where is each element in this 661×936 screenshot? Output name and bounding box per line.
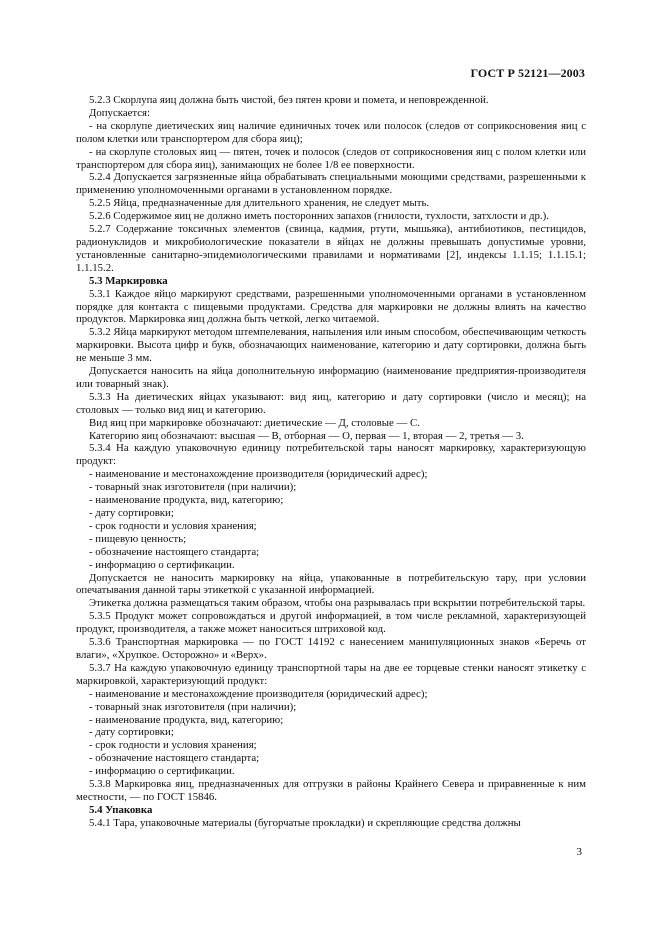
paragraph: - на скорлупе столовых яиц — пятен, точек и полосок (следов от соприкосновения яиц с полом клетки или транспортером для сбора яиц), занимающих не более 1/8 ее поверхности. (76, 145, 586, 171)
document-body (76, 94, 586, 830)
page-number: 3 (576, 846, 582, 858)
paragraph: Допускается не наносить маркировку на яйца, упакованные в потребительскую тару, при условии опечатывания данной тары этикеткой с указанной информацией. (76, 571, 586, 597)
paragraph: - обозначение настоящего стандарта; (89, 752, 260, 765)
paragraph: 5.4.1 Тара, упаковочные материалы (бугорчатые прокладки) и скрепляющие средства должны (89, 816, 521, 829)
paragraph: 5.3.8 Маркировка яиц, предназначенных для отгрузки в районы Крайнего Севера и приравненные к ним местности, — по ГОСТ 15846. (76, 778, 586, 803)
paragraph: 5.2.4 Допускается загрязненные яйца обрабатывать специальными моющими средствами, разрешенными к применению уполномоченными органами в установленном порядке. (76, 171, 586, 197)
paragraph: - информацию о сертификации. (89, 558, 235, 571)
section-heading: 5.3 Маркировка (89, 274, 168, 287)
paragraph: - наименование продукта, вид, категорию; (89, 713, 284, 726)
paragraph: 5.3.5 Продукт может сопровождаться и другой информацией, в том числе рекламной, характеризующей продукт, производителя, а также может наноситься штриховой код. (76, 610, 586, 636)
paragraph: - дату сортировки; (89, 507, 174, 519)
paragraph: Допускается: (89, 106, 151, 119)
paragraph: Категорию яиц обозначают: высшая — В, отборная — О, первая — 1, вторая — 2, третья — 3. (89, 429, 524, 442)
paragraph: 5.3.3 На диетических яйцах указывают: вид яиц, категорию и дату сортировки (число и месяц); на столовых — только вид яиц и категорию. (76, 390, 586, 416)
document-header-standard: ГОСТ Р 52121—2003 (470, 66, 585, 80)
paragraph: - пищевую ценность; (89, 532, 187, 545)
paragraph: - на скорлупе диетических яиц наличие единичных точек или полосок (следов от соприкосновения яиц с полом клетки или транспортером для сбора яиц); (76, 119, 586, 145)
paragraph: Этикетка должна размещаться таким образом, чтобы она разрывалась при вскрытии потребительской тары. (89, 597, 586, 610)
paragraph: 5.2.3 Скорлупа яиц должна быть чистой, без пятен крови и помета, и неповрежденной. (89, 94, 489, 106)
paragraph: 5.3.6 Транспортная маркировка — по ГОСТ 14192 с нанесением манипуляционных знаков «Беречь от влаги», «Хрупкое. Осторожно» и «Верх». (76, 636, 586, 661)
paragraph: - наименование и местонахождение производителя (юридический адрес); (89, 468, 428, 481)
paragraph: - срок годности и условия хранения; (89, 519, 257, 532)
section-heading: 5.4 Упаковка (89, 803, 153, 816)
paragraph: Вид яиц при маркировке обозначают: диетические — Д, столовые — С. (89, 416, 420, 429)
paragraph: 5.3.7 На каждую упаковочную единицу транспортной тары на две ее торцевые стенки наносят этикетку с маркировкой, характеризующий продукт: (76, 661, 586, 687)
paragraph: - срок годности и условия хранения; (89, 739, 257, 752)
paragraph: 5.2.6 Содержимое яиц не должно иметь посторонних запахов (гнилости, тухлости, затхлости и др.). (89, 210, 549, 223)
paragraph: 5.3.1 Каждое яйцо маркируют средствами, разрешенными уполномоченными органами в установленном порядке для контакта с пищевыми продуктами. Средства для маркировки не должны влиять на качество продуктов. Маркировка яиц должна быть четкой, легко читаемой. (76, 287, 586, 326)
paragraph: - наименование и местонахождение производителя (юридический адрес); (89, 687, 428, 700)
paragraph: - информацию о сертификации. (89, 765, 235, 778)
paragraph: - товарный знак изготовителя (при наличии); (89, 481, 297, 494)
paragraph: Допускается наносить на яйца дополнительную информацию (наименование предприятия-производителя или товарный знак). (76, 365, 586, 390)
paragraph: - обозначение настоящего стандарта; (89, 545, 260, 558)
paragraph: 5.2.5 Яйца, предназначенные для длительного хранения, не следует мыть. (89, 197, 430, 210)
paragraph: - наименование продукта, вид, категорию; (89, 494, 284, 507)
paragraph: 5.3.4 На каждую упаковочную единицу потребительской тары наносят маркировку, характеризующую продукт: (76, 442, 586, 468)
paragraph: 5.2.7 Содержание токсичных элементов (свинца, кадмия, ртути, мышьяка), антибиотиков, пестицидов, радионуклидов и микробиологические показатели в яйцах не должны превышать допустимые уровни, установленные санитарно-эпидемиологическими правилами и нормативами [2], индексы 1.1.15; 1.1.15.1; 1.1.15.2. (76, 223, 586, 274)
paragraph: - дату сортировки; (89, 726, 174, 739)
paragraph: 5.3.2 Яйца маркируют методом штемпелевания, напыления или иным способом, обеспечивающим четкость маркировки. Высота цифр и букв, обозначающих наименование, категорию и дату сортировки, должна быть не меньше 3 мм. (76, 326, 586, 365)
paragraph: - товарный знак изготовителя (при наличии); (89, 700, 297, 713)
